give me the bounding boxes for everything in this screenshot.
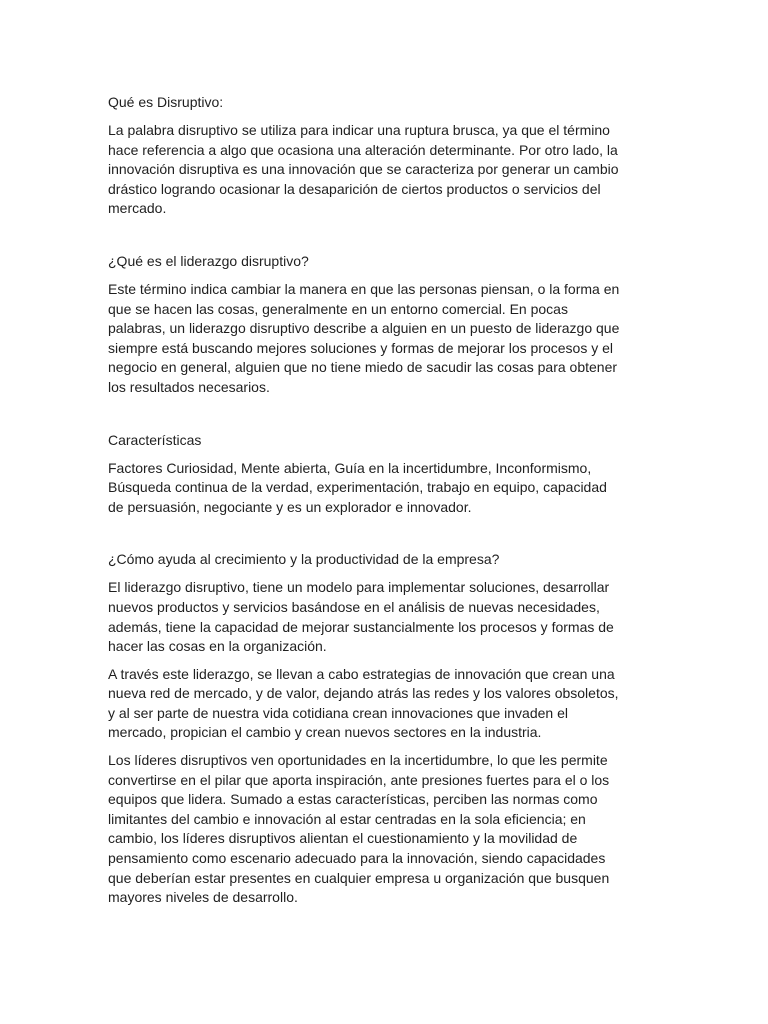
text-line: de persuasión, negociante y es un explorador e innovador. <box>108 498 472 515</box>
text-line: A través este liderazgo, se llevan a cabo estrategias de innovación que crean una <box>108 665 615 682</box>
text-line: los resultados necesarios. <box>108 378 270 395</box>
text-line: hace referencia a algo que ocasiona una alteración determinante. Por otro lado, la <box>108 141 618 158</box>
text-line: que se hacen las cosas, generalmente en un entorno comercial. En pocas <box>108 300 568 317</box>
text-line: pensamiento como escenario adecuado para la innovación, siendo capacidades <box>108 850 606 867</box>
text-line: drástico logrando ocasionar la desaparición de ciertos productos o servicios del <box>108 180 601 197</box>
text-line: negocio en general, alguien que no tiene miedo de sacudir las cosas para obtener <box>108 359 618 376</box>
text-line: nueva red de mercado, y de valor, dejando atrás las redes y los valores obsoletos, <box>108 685 619 702</box>
paragraph <box>108 280 664 398</box>
section-que-es-disruptivo <box>108 92 664 219</box>
text-line: mercado, propician el cambio y crean nuevos sectores en la industria. <box>108 724 542 741</box>
text-line: mercado. <box>108 200 167 217</box>
section-heading: ¿Cómo ayuda al crecimiento y la productividad de la empresa? <box>108 551 500 568</box>
text-line: equipos que lidera. Sumado a estas características, perciben las normas como <box>108 791 598 808</box>
paragraph <box>108 665 664 743</box>
text-line: La palabra disruptivo se utiliza para indicar una ruptura brusca, ya que el término <box>108 122 610 138</box>
section-liderazgo-disruptivo <box>108 251 664 398</box>
text-line: limitantes del cambio e innovación al estar centradas en la sola eficiencia; en <box>108 810 586 827</box>
text-line: hacer las cosas en la organización. <box>108 638 327 655</box>
text-line: mayores niveles de desarrollo. <box>108 889 298 906</box>
text-line: palabras, un liderazgo disruptivo describe a alguien en un puesto de liderazgo que <box>108 320 620 337</box>
text-line: nuevos productos y servicios basándose en el análisis de nuevas necesidades, <box>108 598 600 615</box>
text-line: además, tiene la capacidad de mejorar sustancialmente los procesos y formas de <box>108 618 614 635</box>
paragraph <box>108 578 664 656</box>
section-heading: Características <box>108 431 202 448</box>
text-line: Este término indica cambiar la manera en que las personas piensan, o la forma en <box>108 280 620 297</box>
text-line: convertirse en el pilar que aporta inspiración, ante presiones fuertes para el o los <box>108 771 610 788</box>
text-line: El liderazgo disruptivo, tiene un modelo para implementar soluciones, desarrollar <box>108 579 610 596</box>
text-line: Los líderes disruptivos ven oportunidades en la incertidumbre, lo que les permite <box>108 752 608 769</box>
section-caracteristicas <box>108 430 664 518</box>
section-heading: ¿Qué es el liderazgo disruptivo? <box>108 252 309 269</box>
text-line: Factores Curiosidad, Mente abierta, Guía en la incertidumbre, Inconformismo, <box>108 459 592 476</box>
text-line: que deberían estar presentes en cualquier empresa u organización que busquen <box>108 869 610 886</box>
text-line: cambio, los líderes disruptivos alientan el cuestionamiento y la movilidad de <box>108 830 578 847</box>
section-crecimiento-productividad <box>108 549 664 908</box>
document-body <box>108 92 664 916</box>
text-line: innovación disruptiva es una innovación que se caracteriza por generar un cambio <box>108 161 619 178</box>
paragraph <box>108 459 664 518</box>
text-line: siempre está buscando mejores soluciones y formas de mejorar los procesos y el <box>108 339 614 356</box>
paragraph <box>108 121 664 219</box>
section-spacer <box>108 406 664 430</box>
section-spacer <box>108 227 664 251</box>
section-heading: Qué es Disruptivo: <box>108 94 224 110</box>
text-line: Búsqueda continua de la verdad, experimentación, trabajo en equipo, capacidad <box>108 479 607 496</box>
paragraph <box>108 751 664 908</box>
section-spacer <box>108 525 664 549</box>
text-line: y al ser parte de nuestra vida cotidiana crean innovaciones que invaden el <box>108 704 568 721</box>
